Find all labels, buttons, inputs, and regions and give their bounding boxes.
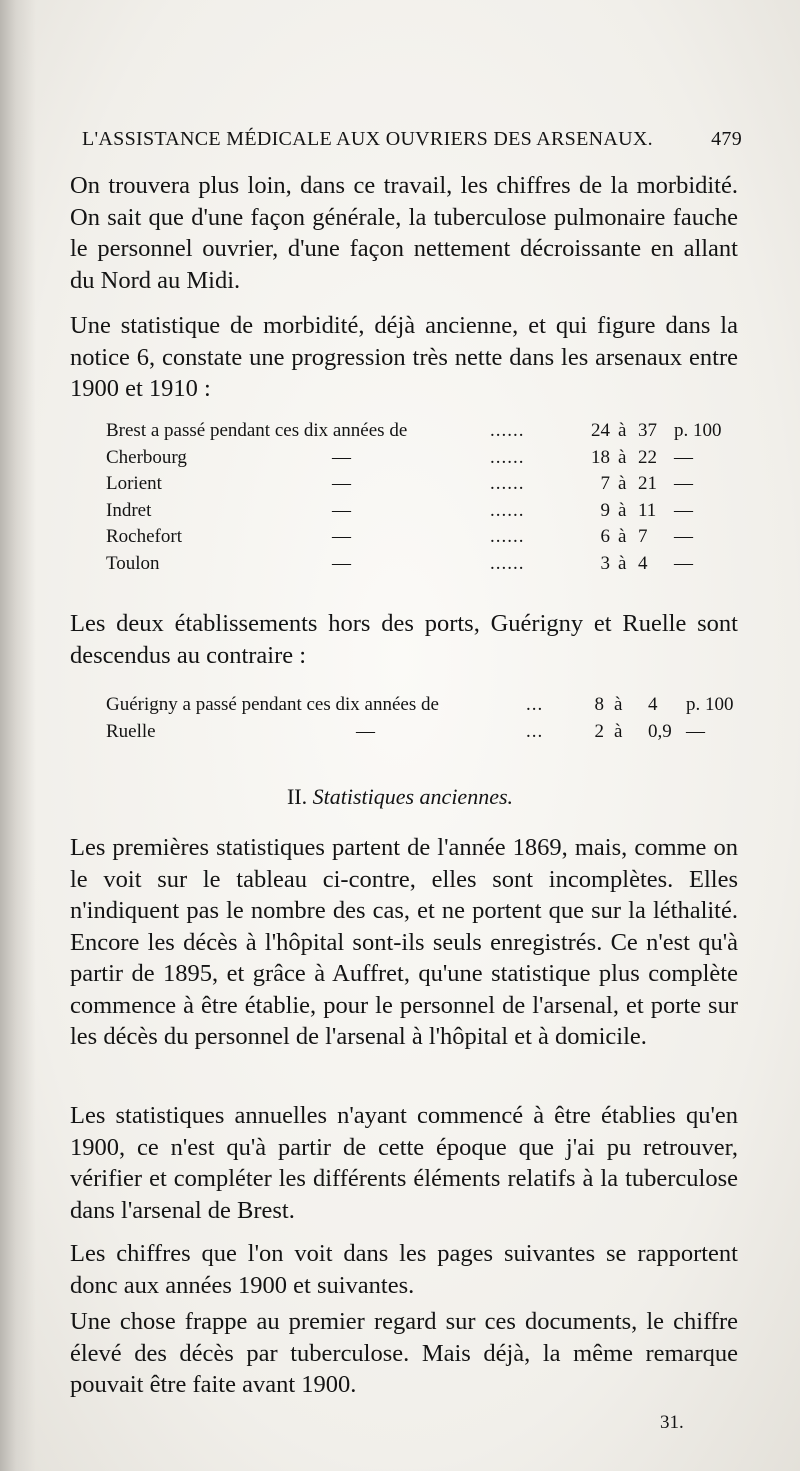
row-unit: p. 100 <box>674 420 722 441</box>
table-row <box>106 719 742 746</box>
table-ports <box>106 418 742 577</box>
row-a: à <box>618 446 627 468</box>
row-unit: — <box>674 526 693 547</box>
row-unit: — <box>686 720 705 742</box>
row-ditto-dash: — <box>332 446 351 468</box>
row-leader-dots: ...... <box>490 446 525 468</box>
paragraph-statistique <box>70 310 738 405</box>
row-value-from: 8 <box>594 694 604 715</box>
row-value-to: 21 <box>638 473 657 494</box>
row-value-from: 3 <box>600 552 610 574</box>
paragraph-chiffres <box>70 1238 738 1301</box>
table-row <box>106 692 742 719</box>
paragraph-text: Les deux établissements hors des ports, Guérigny et Ruelle sont descendus au contraire : <box>70 610 738 669</box>
row-value-from: 18 <box>591 446 610 468</box>
row-value-to: 22 <box>638 446 657 468</box>
row-a: à <box>614 694 623 715</box>
row-unit: — <box>674 446 693 468</box>
page-number: 479 <box>711 128 742 150</box>
section-heading <box>0 784 800 810</box>
table-row <box>106 445 742 472</box>
table-row <box>106 471 742 498</box>
row-unit: — <box>674 499 693 521</box>
paragraph-text: Les premières statistiques partent de l'année 1869, mais, comme on le voit sur le tableau ci-contre, elles sont incomplètes. Elles n'indiquent pas le nombre des cas, et ne portent que sur la léthalité. Encore les décès à l'hôpital sont-ils seuls enregistrés. Ce n'est qu'à partir de 1895, et grâce à Auffret, qu'une statistique plus complète commence à être établie, pour le personnel de l'arsenal, et porte sur les décès du personnel de l'arsenal à l'hôpital et à domicile. <box>70 834 738 1050</box>
paragraph-etablissements <box>70 608 738 671</box>
row-unit: — <box>674 473 693 494</box>
row-leader-dots: ...... <box>490 526 525 547</box>
row-value-to: 11 <box>638 499 657 521</box>
row-ditto-dash: — <box>356 720 375 742</box>
paragraph-text: Les statistiques annuelles n'ayant commencé à être établies qu'en 1900, ce n'est qu'à partir de cette époque que j'ai pu retrouver, vérifier et compléter les différents éléments relatifs à la tuberculose dans l'arsenal de Brest. <box>70 1102 738 1224</box>
row-leader-dots: ...... <box>490 473 525 494</box>
paragraph-remarque <box>70 1306 738 1401</box>
running-title: L'ASSISTANCE MÉDICALE AUX OUVRIERS DES ARSENAUX. <box>82 128 653 150</box>
row-value-to: 7 <box>638 526 648 547</box>
table-row <box>106 418 742 445</box>
row-a: à <box>618 499 627 521</box>
row-a: à <box>618 526 627 547</box>
row-label: Cherbourg <box>106 446 187 468</box>
row-value-from: 9 <box>600 499 610 521</box>
running-header <box>82 128 742 151</box>
page-gutter-shadow <box>0 0 36 1471</box>
row-leader-dots: ...... <box>490 552 525 574</box>
row-label: Toulon <box>106 552 160 574</box>
paragraph-text: Les chiffres que l'on voit dans les pages suivantes se rapportent donc aux années 1900 et suivantes. <box>70 1240 738 1299</box>
row-label: Lorient <box>106 473 162 494</box>
paragraph-text: Une chose frappe au premier regard sur ces documents, le chiffre élevé des décès par tuberculose. Mais déjà, la même remarque pouvait être faite avant 1900. <box>70 1308 738 1398</box>
row-ditto-dash: — <box>332 526 351 547</box>
row-a: à <box>618 473 627 494</box>
row-leader-dots: ...... <box>490 499 525 521</box>
row-ditto-dash: — <box>332 552 351 574</box>
row-unit: — <box>674 552 693 574</box>
row-value-to: 0,9 <box>648 720 672 742</box>
paragraph-premieres-statistiques <box>70 832 738 1053</box>
row-ditto-dash: — <box>332 499 351 521</box>
row-value-from: 7 <box>600 473 610 494</box>
row-ditto-dash: — <box>332 473 351 494</box>
paragraph-statistiques-annuelles <box>70 1100 738 1226</box>
paragraph-text: On trouvera plus loin, dans ce travail, les chiffres de la morbidité. On sait que d'une façon générale, la tuberculose pulmonaire fauche le personnel ouvrier, d'une façon nettement décroissante en allant du Nord au Midi. <box>70 172 738 294</box>
row-label: Guérigny a passé pendant ces dix années de <box>106 694 439 715</box>
row-label: Rochefort <box>106 526 182 547</box>
section-number: II. <box>286 784 308 809</box>
signature-mark: 31. <box>660 1412 684 1433</box>
paragraph-morbidite <box>70 170 738 296</box>
row-a: à <box>618 420 627 441</box>
row-label: Indret <box>106 499 152 521</box>
row-a: à <box>614 720 623 742</box>
row-label: Brest a passé pendant ces dix années de <box>106 420 408 441</box>
paragraph-text: Une statistique de morbidité, déjà ancienne, et qui figure dans la notice 6, constate une progression très nette dans les arsenaux entre 1900 et 1910 : <box>70 312 738 402</box>
row-value-to: 37 <box>638 420 657 441</box>
row-unit: p. 100 <box>686 694 734 715</box>
row-leader-dots: ...... <box>490 420 525 441</box>
row-value-from: 6 <box>600 526 610 547</box>
row-value-to: 4 <box>648 694 658 715</box>
row-leader-dots: ... <box>526 694 544 715</box>
table-row <box>106 551 742 578</box>
section-title: Statistiques anciennes. <box>312 784 514 809</box>
row-value-from: 2 <box>594 720 604 742</box>
row-value-from: 24 <box>591 420 610 441</box>
row-value-to: 4 <box>638 552 648 574</box>
table-etablissements <box>106 692 742 745</box>
row-label: Ruelle <box>106 720 156 742</box>
row-a: à <box>618 552 627 574</box>
row-leader-dots: ... <box>526 720 544 742</box>
table-row <box>106 524 742 551</box>
table-row <box>106 498 742 525</box>
